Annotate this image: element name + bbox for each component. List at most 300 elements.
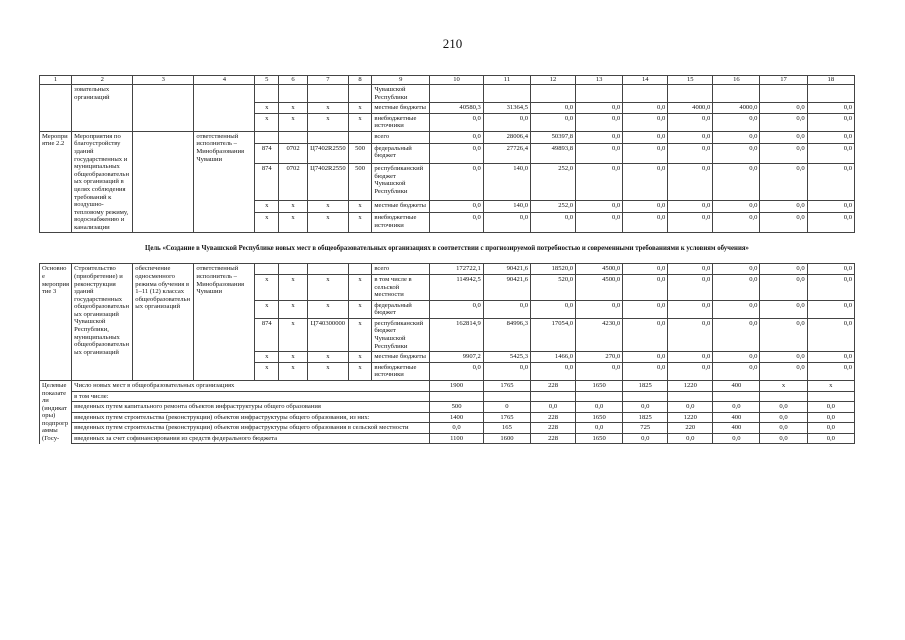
table-cell: x (760, 380, 807, 391)
table-cell: 0,0 (623, 402, 668, 413)
table-cell: Строительство (приобретение) и реконструкция зданий государственных общеобразовательных организаций Чувашской Республики, муниципальных общеобразовательных организаций (72, 264, 133, 381)
table-cell: x (348, 274, 372, 300)
table-cell: 0,0 (430, 423, 484, 434)
table-cell (194, 85, 255, 132)
table-cell: 0,0 (430, 113, 484, 131)
table-cell: внебюджетные источники (372, 113, 430, 131)
table-cell: 0,0 (483, 300, 530, 318)
table-cell: 874 (255, 164, 279, 201)
table-cell: 4000,0 (713, 103, 760, 114)
table-cell: 0,0 (531, 103, 576, 114)
table-cell: 0,0 (807, 213, 854, 233)
table-cell: 0,0 (576, 213, 623, 233)
table-cell: x (308, 103, 349, 114)
table-cell: 0,0 (760, 412, 807, 423)
table-cell: 0,0 (713, 402, 760, 413)
table-cell: x (348, 362, 372, 380)
table-cell: 3 (133, 76, 194, 85)
table-cell: 0,0 (531, 113, 576, 131)
table-cell: 0,0 (713, 352, 760, 363)
table-cell: 500 (348, 143, 372, 163)
table-cell: 0,0 (623, 213, 668, 233)
table-cell: 0,0 (713, 164, 760, 201)
table-cell: Чувашской Республики (372, 85, 430, 103)
table-cell: 0,0 (576, 131, 623, 143)
table-cell (668, 391, 713, 402)
table-cell: 0,0 (623, 318, 668, 351)
table-cell: 0,0 (531, 213, 576, 233)
table-cell (760, 85, 807, 103)
table-cell: 1650 (576, 433, 623, 444)
table-cell: 0,0 (531, 362, 576, 380)
table-cell: 5425,3 (483, 352, 530, 363)
table-cell: 140,0 (483, 201, 530, 213)
table-cell (348, 85, 372, 103)
table-cell: 14 (623, 76, 668, 85)
table-cell: 18520,0 (531, 264, 576, 275)
table-cell: 252,0 (531, 201, 576, 213)
table-cell: 11 (483, 76, 530, 85)
table-cell: 0,0 (713, 143, 760, 163)
table-cell: 0,0 (760, 352, 807, 363)
table-cell: 0,0 (807, 352, 854, 363)
table-cell: 2 (72, 76, 133, 85)
table-cell: 0,0 (760, 362, 807, 380)
table-cell: 0,0 (807, 402, 854, 413)
table-cell (255, 131, 279, 143)
table-cell: введенных путем строительства (реконструкции) объектов инфраструктуры общего образования, из них: (72, 412, 430, 423)
table-cell: 0,0 (623, 274, 668, 300)
table-cell: 0,0 (623, 201, 668, 213)
table-cell: 0,0 (760, 103, 807, 114)
table-cell: 0,0 (760, 423, 807, 434)
table-cell: 228 (531, 380, 576, 391)
table-cell: всего (372, 264, 430, 275)
table-cell (807, 391, 854, 402)
table-cell: 27726,4 (483, 143, 530, 163)
table-cell: Мероприятие 2.2 (40, 131, 72, 233)
table-cell: x (308, 113, 349, 131)
table-cell: 0,0 (760, 300, 807, 318)
table-cell: 4000,0 (668, 103, 713, 114)
table-cell: внебюджетные источники (372, 362, 430, 380)
table-cell: 0,0 (668, 143, 713, 163)
table-cell: 500 (348, 164, 372, 201)
table-row (40, 85, 855, 103)
table-cell: x (348, 213, 372, 233)
table-cell: 0,0 (713, 113, 760, 131)
table-cell: местные бюджеты (372, 201, 430, 213)
table-cell: внебюджетные источники (372, 213, 430, 233)
table-cell: 0,0 (713, 131, 760, 143)
table-cell: в том числе в сельской местности (372, 274, 430, 300)
indicator-row (40, 412, 855, 423)
table-cell: 0,0 (430, 164, 484, 201)
table-cell: 0702 (279, 164, 308, 201)
table-cell (623, 85, 668, 103)
table-cell: 400 (713, 380, 760, 391)
table-cell: 0,0 (483, 362, 530, 380)
table-cell (308, 131, 349, 143)
table-cell (348, 131, 372, 143)
table-cell: 0,0 (807, 300, 854, 318)
table-cell: 1 (40, 76, 72, 85)
table-cell: 0,0 (760, 264, 807, 275)
table-cell: 0,0 (807, 113, 854, 131)
table-cell (713, 85, 760, 103)
table-cell: 0,0 (807, 103, 854, 114)
table-cell: 0,0 (760, 201, 807, 213)
table-cell: x (308, 274, 349, 300)
table-cell: 4 (194, 76, 255, 85)
table-cell: 0,0 (623, 433, 668, 444)
table-cell: республиканский бюджет Чувашской Республики (372, 164, 430, 201)
table-cell: 0,0 (483, 113, 530, 131)
table-cell: Ц740300000 (308, 318, 349, 351)
table-cell: 17 (760, 76, 807, 85)
table-cell: 40580,3 (430, 103, 484, 114)
table-cell: 270,0 (576, 352, 623, 363)
table-cell: 0,0 (668, 433, 713, 444)
table-cell: 228 (531, 412, 576, 423)
table-cell: 874 (255, 143, 279, 163)
table-cell: 50397,8 (531, 131, 576, 143)
table-cell: 0,0 (713, 300, 760, 318)
table-cell: x (279, 274, 308, 300)
table-cell: 0,0 (760, 318, 807, 351)
table-cell: ответственный исполнитель – Минобразования Чувашии (194, 131, 255, 233)
table-cell: 725 (623, 423, 668, 434)
table-cell: 0,0 (623, 103, 668, 114)
table-cell: 9907,2 (430, 352, 484, 363)
table-cell: Мероприятия по благоустройству зданий государственных и муниципальных общеобразовательных организаций в целях соблюдения требований к воздушно-тепловому режиму, водоснабжению и канализации (72, 131, 133, 233)
table-cell: 10 (430, 76, 484, 85)
table-cell: введенных путем капитального ремонта объектов инфраструктуры общего образования (72, 402, 430, 413)
table-cell (483, 85, 530, 103)
indicator-row (40, 402, 855, 413)
table-cell: x (348, 318, 372, 351)
table-cell: 28006,4 (483, 131, 530, 143)
table-cell (308, 85, 349, 103)
table-cell: 0,0 (668, 201, 713, 213)
table-cell: x (279, 213, 308, 233)
table-cell: 0,0 (668, 274, 713, 300)
budget-table (39, 75, 855, 444)
table-cell: 500 (430, 402, 484, 413)
table-cell: x (255, 103, 279, 114)
table-cell: 0,0 (807, 274, 854, 300)
table-cell: 140,0 (483, 164, 530, 201)
table-cell: x (255, 213, 279, 233)
table-cell: x (308, 352, 349, 363)
table-cell: 1765 (483, 412, 530, 423)
table-row (40, 131, 855, 143)
table-cell: 0,0 (430, 201, 484, 213)
table-cell: 15 (668, 76, 713, 85)
table-cell: 0,0 (668, 352, 713, 363)
table-cell: x (308, 213, 349, 233)
table-cell: 874 (255, 318, 279, 351)
table-cell: 1825 (623, 412, 668, 423)
indicator-row (40, 391, 855, 402)
table-cell: 0 (483, 402, 530, 413)
table-cell: x (807, 380, 854, 391)
table-cell: 0702 (279, 143, 308, 163)
table-cell: 0,0 (623, 131, 668, 143)
table-cell: 0,0 (668, 113, 713, 131)
table-cell: 4500,0 (576, 274, 623, 300)
table-cell: 1600 (483, 433, 530, 444)
table-cell: 0,0 (760, 213, 807, 233)
table-cell: 228 (531, 423, 576, 434)
table-cell: 520,0 (531, 274, 576, 300)
table-cell: 0,0 (807, 362, 854, 380)
table-cell (430, 391, 484, 402)
table-cell (576, 391, 623, 402)
table-cell: 0,0 (483, 213, 530, 233)
table-cell: 114942,5 (430, 274, 484, 300)
table-cell: x (279, 201, 308, 213)
table-cell: 0,0 (713, 201, 760, 213)
table-cell (430, 85, 484, 103)
table-cell: 0,0 (807, 264, 854, 275)
table-cell: республиканский бюджет Чувашской Республики (372, 318, 430, 351)
table-cell: x (348, 103, 372, 114)
table-cell: ответственный исполнитель – Минобразования Чувашии (194, 264, 255, 381)
table-cell: 0,0 (713, 433, 760, 444)
table-cell: 0,0 (760, 143, 807, 163)
table-cell: x (348, 300, 372, 318)
table-cell: 0,0 (623, 300, 668, 318)
table-cell: 1650 (576, 412, 623, 423)
table-cell: 0,0 (807, 201, 854, 213)
table-cell (623, 391, 668, 402)
table-cell: 0,0 (668, 362, 713, 380)
table-cell: 8 (348, 76, 372, 85)
table-cell: 0,0 (430, 131, 484, 143)
table-cell: введенных путем строительства (реконструкции) объектов инфраструктуры общего образования в сельской местности (72, 423, 430, 434)
table-cell: 0,0 (713, 318, 760, 351)
table-cell: 0,0 (713, 264, 760, 275)
table-cell: 1765 (483, 380, 530, 391)
table-cell (576, 85, 623, 103)
table-cell: 16 (713, 76, 760, 85)
table-cell (531, 85, 576, 103)
table-cell: обеспечение односменного режима обучения в 1–11 (12) классах общеобразовательных организаций (133, 264, 194, 381)
table-cell: x (279, 300, 308, 318)
table-cell: x (255, 113, 279, 131)
table-cell: 400 (713, 412, 760, 423)
table-cell: 0,0 (576, 423, 623, 434)
table-cell (483, 391, 530, 402)
table-cell: 0,0 (807, 164, 854, 201)
table-cell: 13 (576, 76, 623, 85)
table-cell: 0,0 (576, 300, 623, 318)
table-cell (279, 264, 308, 275)
table-cell: 0,0 (668, 300, 713, 318)
table-cell: Ц7402R2550 (308, 143, 349, 163)
table-cell: 400 (713, 423, 760, 434)
table-cell: 220 (668, 423, 713, 434)
table-cell: всего (372, 131, 430, 143)
table-cell: x (255, 274, 279, 300)
table-cell: x (255, 300, 279, 318)
table-cell: 0,0 (623, 113, 668, 131)
table-cell: 0,0 (576, 402, 623, 413)
table-cell: 0,0 (760, 402, 807, 413)
table-cell: 0,0 (623, 164, 668, 201)
table-cell (40, 85, 72, 132)
table-cell: 0,0 (623, 264, 668, 275)
table-cell: x (255, 201, 279, 213)
table-cell: x (279, 103, 308, 114)
table-cell: 0,0 (713, 274, 760, 300)
table-cell: 0,0 (713, 213, 760, 233)
table-cell: 0,0 (760, 113, 807, 131)
table-cell: 165 (483, 423, 530, 434)
table-cell: 0,0 (807, 318, 854, 351)
table-cell: 0,0 (576, 143, 623, 163)
table-cell (279, 131, 308, 143)
table-cell: 0,0 (760, 164, 807, 201)
table-cell: x (255, 362, 279, 380)
table-cell: 0,0 (807, 423, 854, 434)
table-cell (713, 391, 760, 402)
table-cell: 1825 (623, 380, 668, 391)
table-cell: Ц7402R2550 (308, 164, 349, 201)
table-cell (255, 85, 279, 103)
table-cell: 31364,5 (483, 103, 530, 114)
table-cell: 1100 (430, 433, 484, 444)
table-cell: 4500,0 (576, 264, 623, 275)
table-cell: x (308, 201, 349, 213)
table-cell: 0,0 (531, 402, 576, 413)
table-cell: 1220 (668, 380, 713, 391)
table-cell: 0,0 (807, 412, 854, 423)
table-cell: 0,0 (760, 433, 807, 444)
table-cell: 252,0 (531, 164, 576, 201)
table-cell: 5 (255, 76, 279, 85)
table-cell (668, 85, 713, 103)
indicators-label: Целевые показатели (индикаторы) подпрограммы (Госу- (40, 380, 72, 443)
table-cell: x (308, 300, 349, 318)
table-cell: 7 (308, 76, 349, 85)
table-cell: 90421,6 (483, 274, 530, 300)
table-cell: 0,0 (430, 362, 484, 380)
page-number: 210 (442, 36, 463, 51)
table-cell: 0,0 (668, 264, 713, 275)
table-cell: 1650 (576, 380, 623, 391)
table-cell: федеральный бюджет (372, 300, 430, 318)
table-cell: 4230,0 (576, 318, 623, 351)
table-cell: 0,0 (668, 402, 713, 413)
table-cell: x (348, 113, 372, 131)
table-cell: x (279, 318, 308, 351)
table-cell: 12 (531, 76, 576, 85)
table-cell: 0,0 (430, 143, 484, 163)
table-cell: 0,0 (807, 433, 854, 444)
table-cell: 0,0 (668, 213, 713, 233)
table-cell: введенных за счет софинансирования из средств федерального бюджета (72, 433, 430, 444)
table-cell: 49893,8 (531, 143, 576, 163)
table-cell: 0,0 (430, 213, 484, 233)
table-cell: 162814,9 (430, 318, 484, 351)
table-cell (348, 264, 372, 275)
table-cell: 9 (372, 76, 430, 85)
table-cell: 0,0 (576, 113, 623, 131)
table-cell: 84996,3 (483, 318, 530, 351)
table-cell: 0,0 (760, 131, 807, 143)
table-cell: местные бюджеты (372, 103, 430, 114)
table-cell: 0,0 (623, 143, 668, 163)
table-cell (133, 85, 194, 132)
table-cell (308, 264, 349, 275)
table-cell: 1220 (668, 412, 713, 423)
table-cell (760, 391, 807, 402)
table-cell: 228 (531, 433, 576, 444)
table-cell: 0,0 (576, 103, 623, 114)
table-cell (255, 264, 279, 275)
table-cell: x (279, 113, 308, 131)
table-cell: 0,0 (623, 352, 668, 363)
table-cell: 1466,0 (531, 352, 576, 363)
table-cell: 0,0 (576, 362, 623, 380)
table-cell (279, 85, 308, 103)
table-cell: 90421,6 (483, 264, 530, 275)
table-cell: x (348, 352, 372, 363)
table-cell: зовательных организаций (72, 85, 133, 132)
table-cell (807, 85, 854, 103)
table-cell: x (279, 352, 308, 363)
indicator-row (40, 380, 855, 391)
goal-row (40, 233, 855, 264)
table-cell: 0,0 (668, 164, 713, 201)
table-cell: 1400 (430, 412, 484, 423)
table-cell: 18 (807, 76, 854, 85)
table-row (40, 264, 855, 275)
table-cell: 0,0 (807, 143, 854, 163)
table-cell: 6 (279, 76, 308, 85)
table-cell: 0,0 (576, 164, 623, 201)
table-cell: 17054,0 (531, 318, 576, 351)
table-cell: федеральный бюджет (372, 143, 430, 163)
table-cell: Число новых мест в общеобразовательных организациях (72, 380, 430, 391)
table-cell: Основное мероприятие 3 (40, 264, 72, 381)
table-cell: 1900 (430, 380, 484, 391)
table-cell: 0,0 (668, 318, 713, 351)
table-cell: 0,0 (807, 131, 854, 143)
table-cell: 0,0 (430, 300, 484, 318)
table-cell: x (348, 201, 372, 213)
goal-heading: Цель «Создание в Чувашской Республике новых мест в общеобразовательных организациях в соответствии с прогнозируемой потребностью и современными требованиями к условиям обучения» (40, 233, 855, 264)
table-cell: 0,0 (760, 274, 807, 300)
table-cell: 0,0 (668, 131, 713, 143)
table-cell: x (279, 362, 308, 380)
indicator-row (40, 433, 855, 444)
table-cell: 172722,1 (430, 264, 484, 275)
table-cell: 0,0 (576, 201, 623, 213)
indicator-row (40, 423, 855, 434)
table-cell: x (308, 362, 349, 380)
table-cell (133, 131, 194, 233)
table-cell: 0,0 (623, 362, 668, 380)
table-cell: 0,0 (531, 300, 576, 318)
header-row (40, 76, 855, 85)
table-cell: местные бюджеты (372, 352, 430, 363)
table-cell: 0,0 (713, 362, 760, 380)
table-cell: в том числе: (72, 391, 430, 402)
table-cell: x (255, 352, 279, 363)
